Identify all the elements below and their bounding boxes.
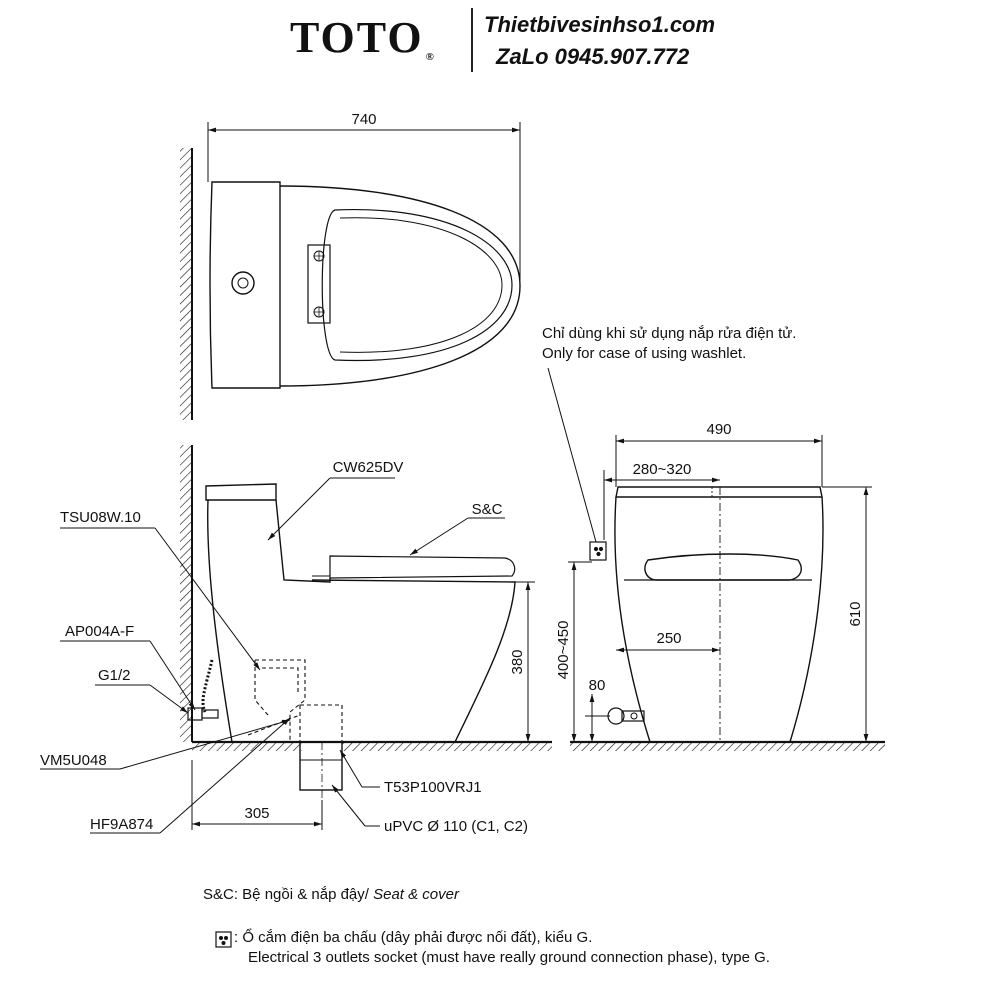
socket-symbol: [590, 542, 606, 560]
bowl-top-outline: [280, 186, 520, 386]
dim-490-label: 490: [706, 421, 732, 438]
dim-610-label: 610: [847, 601, 864, 627]
dim-740-label: 740: [351, 111, 377, 128]
label-t53p100vrj1: T53P100VRJ1: [384, 779, 482, 796]
seat-front: [645, 554, 801, 580]
label-cw625dv: CW625DV: [332, 459, 404, 476]
label-sc: S&C: [471, 501, 503, 518]
seat-side: [330, 556, 515, 578]
leader-hf: [160, 718, 290, 833]
label-vm5u048: VM5U048: [40, 752, 107, 769]
flush-button: [232, 272, 254, 294]
drain-pipe: [300, 742, 342, 790]
leader-sc: [410, 518, 468, 555]
legend-socket-en: Electrical 3 outlets socket (must have really ground connection phase), type G.: [248, 949, 770, 966]
supply-hose: [203, 660, 212, 712]
seat-top: [322, 210, 512, 361]
legend-sc-en: Seat & cover: [373, 886, 459, 903]
label-tsu08w: TSU08W.10: [60, 509, 141, 526]
contact-text: ZaLo 0945.907.772: [496, 44, 690, 69]
label-g12: G1/2: [98, 667, 131, 684]
top-wall-hatch: [180, 148, 192, 420]
dim-80-label: 80: [588, 677, 606, 694]
dim-280-320-label: 280~320: [632, 461, 692, 478]
washlet-note-vi: Chỉ dùng khi sử dụng nắp rửa điện tử.: [542, 325, 797, 342]
leader-upvc: [332, 785, 365, 826]
leader-t53: [340, 750, 362, 787]
socket-leader: [548, 368, 596, 542]
washlet-note-en: Only for case of using washlet.: [542, 345, 747, 362]
tank-lid-side: [206, 484, 276, 500]
dim-250-label: 250: [656, 630, 682, 647]
label-hf9a874: HF9A874: [90, 816, 154, 833]
legend-sc: [203, 885, 459, 905]
legend-socket-icon: [216, 932, 231, 947]
bowl-side-outline: [312, 580, 515, 742]
side-wall-hatch: [180, 445, 192, 742]
website-text: Thietbivesinhso1.com: [484, 12, 716, 37]
registered-mark: ®: [425, 51, 434, 63]
top-view: [180, 122, 520, 420]
tank-top: [210, 182, 280, 388]
dim-400-450-label: 400~450: [555, 620, 572, 680]
tank-lid-front: [616, 487, 822, 497]
dim-380-label: 380: [509, 649, 526, 675]
label-ap004a: AP004A-F: [65, 623, 135, 640]
legend-socket-vi: : Ổ cắm điện ba chấu (dây phải được nối đất), kiểu G.: [234, 929, 593, 946]
dim-305-label: 305: [244, 805, 270, 822]
label-upvc: uPVC Ø 110 (C1, C2): [384, 818, 528, 835]
leader-tsu: [155, 528, 260, 670]
brand-text: TOTO: [290, 13, 424, 62]
legend-sc-label: S&C: Bệ ngồi & nắp đậy/: [203, 886, 374, 903]
